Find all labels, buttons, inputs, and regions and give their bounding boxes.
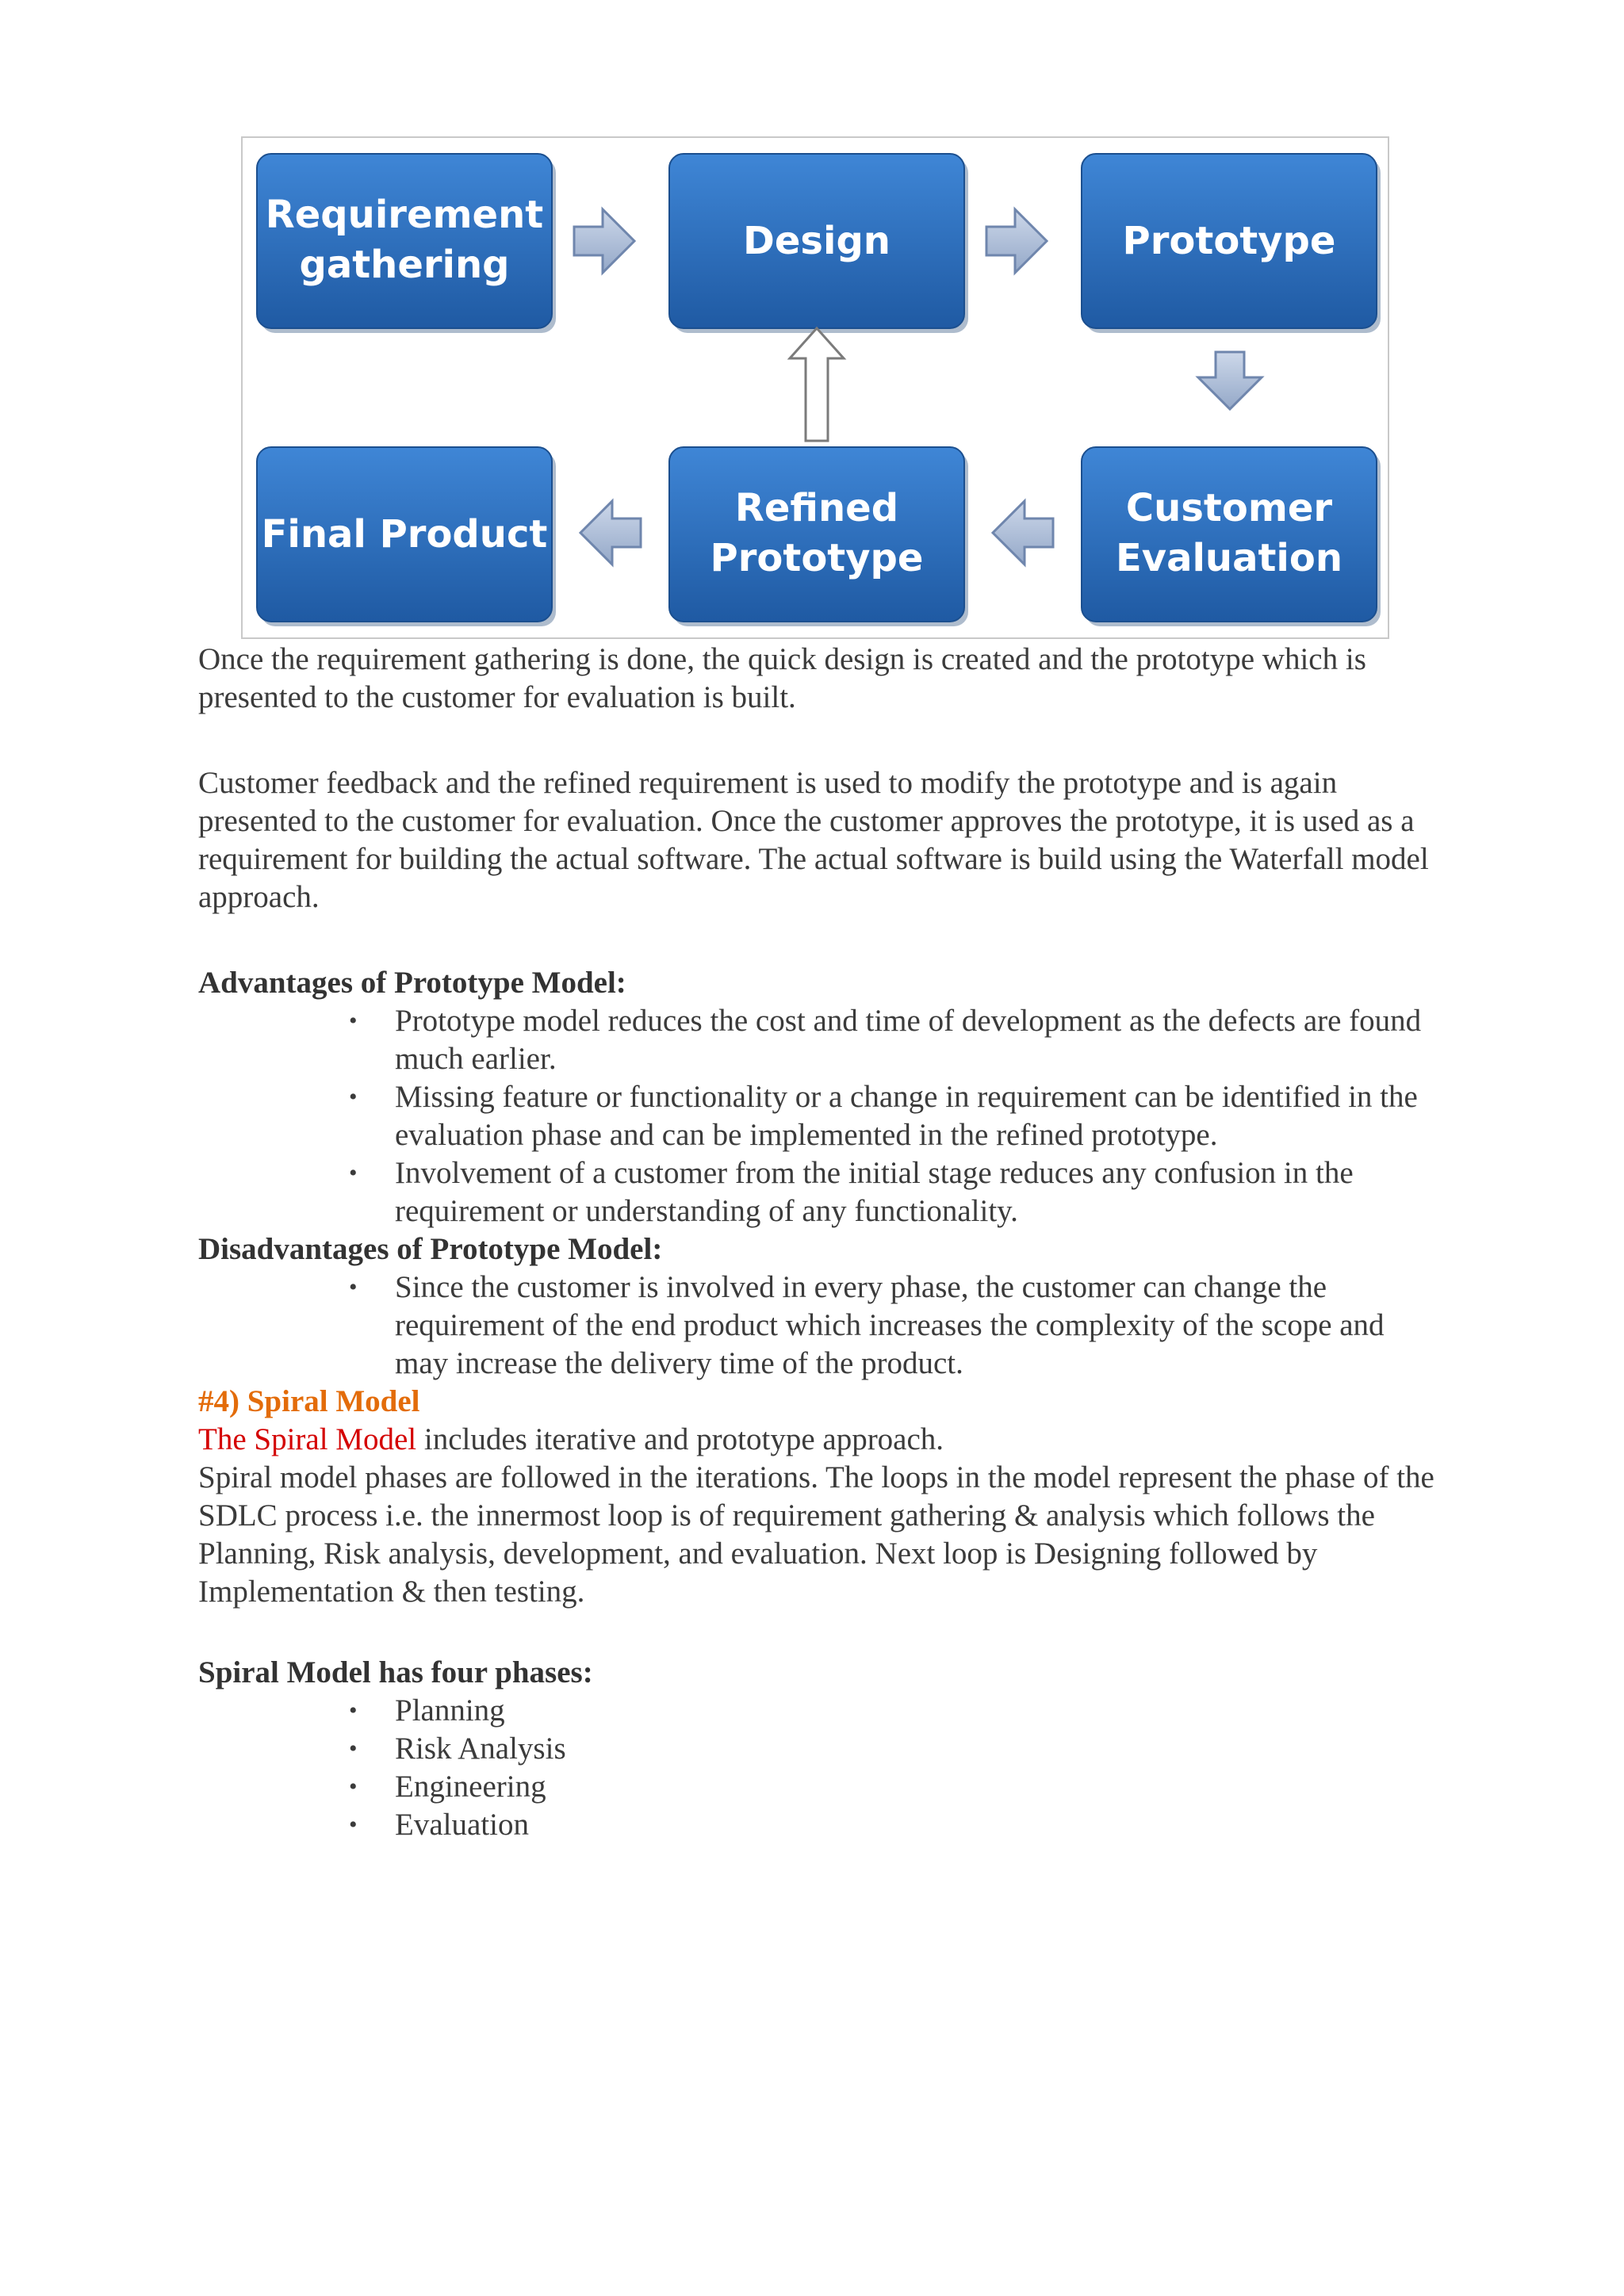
list-item-text: Prototype model reduces the cost and time of development as the defects are found much earlier. (395, 1004, 1422, 1076)
bullet-icon: • (349, 1812, 358, 1838)
intro-paragraph-2 (198, 764, 1435, 916)
advantages-list (198, 1002, 1435, 1230)
list-item-text: Missing feature or functionality or a change in requirement can be identified in the evaluation phase and can be implemented in the refined prototype. (395, 1080, 1418, 1152)
advantages-heading: Advantages of Prototype Model: (198, 966, 626, 1000)
box-label-refined-line2: Prototype (710, 536, 924, 580)
box-refined-prototype (669, 447, 968, 626)
list-item-text: Involvement of a customer from the initial stage reduces any confusion in the requirement or understanding of any functionality. (395, 1156, 1354, 1228)
spiral-intro (198, 1421, 1435, 1459)
intro-paragraph-1 (198, 641, 1435, 717)
list-item (349, 1692, 1435, 1730)
box-label-design: Design (743, 219, 891, 263)
bullet-icon: • (349, 1697, 358, 1724)
prototype-model-section (198, 964, 1435, 1611)
bullet-icon: • (349, 1274, 358, 1300)
box-prototype (1082, 154, 1381, 333)
spiral-description: Spiral model phases are followed in the iterations. The loops in the model represent the phase of the SDLC process i.e. the innermost loop is of requirement gathering & analysis which follows the Planning, Risk analysis, development, and evaluation. Next loop is Designing followed by Implementation & then testing. (198, 1460, 1434, 1609)
list-item (349, 1002, 1435, 1078)
bullet-icon: • (349, 1084, 358, 1110)
paragraph-text: Customer feedback and the refined requirement is used to modify the prototype and is again presented to the customer for evaluation. Once the customer approves the prototype, it is used as a requirement for building the actual software. The actual software is build using the Waterfall model approach. (198, 766, 1429, 914)
arrow-down-icon (1198, 352, 1262, 409)
box-label-refined-line1: Refined (734, 486, 899, 530)
list-item (349, 1768, 1435, 1806)
spiral-model-link[interactable]: The Spiral Model (198, 1422, 417, 1456)
bullet-icon: • (349, 1774, 358, 1800)
list-item-text: Evaluation (395, 1808, 529, 1842)
list-item (349, 1154, 1435, 1230)
box-label-customer-line2: Evaluation (1115, 536, 1343, 580)
box-label-final-product: Final Product (261, 512, 548, 557)
arrow-up-icon (790, 328, 844, 441)
list-item-text: Since the customer is involved in every phase, the customer can change the requirement of the end product which increases the complexity of the scope and may increase the delivery time of the product. (395, 1270, 1385, 1380)
disadvantages-heading: Disadvantages of Prototype Model: (198, 1232, 663, 1266)
box-design (669, 154, 968, 333)
bullet-icon: • (349, 1735, 358, 1762)
list-item (349, 1730, 1435, 1768)
list-item-text: Engineering (395, 1770, 546, 1804)
bullet-icon: • (349, 1160, 358, 1186)
disadvantages-list (198, 1269, 1435, 1383)
box-label-requirement-line2: gathering (299, 243, 510, 287)
arrow-right-icon (986, 209, 1047, 273)
arrow-left-icon (993, 501, 1053, 564)
box-final-product (257, 447, 556, 626)
list-item (349, 1806, 1435, 1844)
list-item (349, 1269, 1435, 1383)
spiral-phases-section (198, 1654, 1435, 1844)
list-item-text: Risk Analysis (395, 1732, 566, 1766)
spiral-phases-list (198, 1692, 1435, 1844)
box-label-requirement-line1: Requirement (265, 193, 544, 237)
spiral-model-heading: #4) Spiral Model (198, 1384, 420, 1418)
diagram-canvas (243, 138, 1388, 637)
box-label-prototype: Prototype (1122, 219, 1336, 263)
paragraph-text: Once the requirement gathering is done, the quick design is created and the prototype which is presented to the customer for evaluation is built. (198, 642, 1366, 714)
bullet-icon: • (349, 1008, 358, 1034)
list-item-text: Planning (395, 1693, 505, 1728)
spiral-phases-heading: Spiral Model has four phases: (198, 1655, 593, 1689)
box-requirement-gathering (257, 154, 556, 333)
box-customer-evaluation (1082, 447, 1381, 626)
spiral-intro-rest: includes iterative and prototype approach. (416, 1422, 944, 1456)
box-label-customer-line1: Customer (1125, 486, 1333, 530)
arrow-left-icon (580, 501, 641, 564)
prototype-model-diagram (241, 136, 1389, 639)
arrow-right-icon (574, 209, 634, 273)
list-item (349, 1078, 1435, 1154)
